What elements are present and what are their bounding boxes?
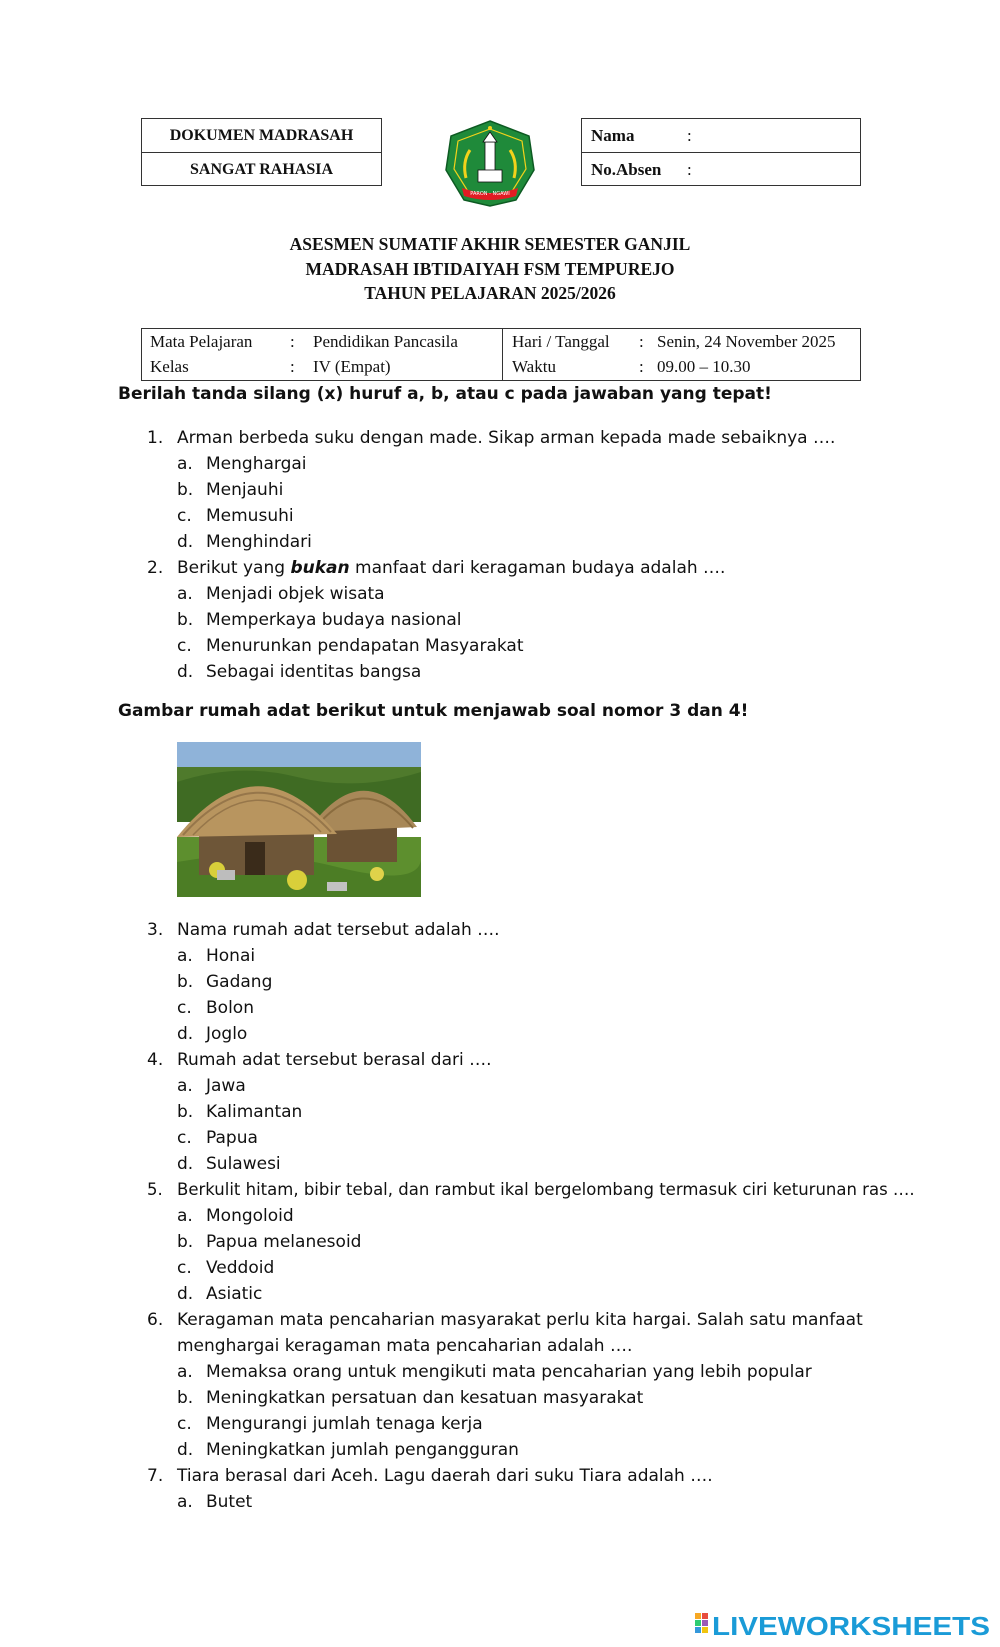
option-letter: b. [177,610,194,630]
option-text: Menghargai [206,454,307,474]
question-text-before: Berikut yang [177,558,291,578]
option-letter: b. [177,1232,194,1252]
option-letter: a. [177,1492,193,1512]
subject-value: Pendidikan Pancasila [313,332,458,351]
question-number: 2. [147,558,164,578]
time-label: Waktu [512,357,556,376]
option-text: Jawa [206,1076,246,1096]
option-letter: d. [177,1440,194,1460]
option-letter: b. [177,480,194,500]
liveworksheets-logo [693,1610,993,1640]
question-text [177,558,725,578]
option-letter: c. [177,1128,192,1148]
option-letter: a. [177,1206,193,1226]
option-letter: c. [177,1414,192,1434]
info-table-divider [502,329,503,380]
option-text: Menghindari [206,532,312,552]
time-value: 09.00 – 10.30 [657,357,751,376]
option-text: Honai [206,946,256,966]
question-text: Arman berbeda suku dengan made. Sikap arman kepada made sebaiknya …. [177,428,836,448]
question-number: 6. [147,1310,164,1330]
question-number: 7. [147,1466,164,1486]
option-text: Asiatic [206,1284,263,1304]
question-number: 1. [147,428,164,448]
option-text: Kalimantan [206,1102,303,1122]
option-letter: c. [177,998,192,1018]
question-number: 5. [147,1180,163,1199]
option-letter: d. [177,532,194,552]
school-name: MADRASAH IBTIDAIYAH FSM TEMPUREJO [305,258,675,279]
document-classification-box [141,118,382,186]
secret-label: SANGAT RAHASIA [142,152,381,186]
option-text: Papua melanesoid [206,1232,362,1252]
question-text: Rumah adat tersebut berasal dari …. [177,1050,492,1070]
option-text: Papua [206,1128,258,1148]
option-letter: d. [177,1024,194,1044]
student-identity-box [581,118,861,186]
option-letter: a. [177,1362,193,1382]
option-text: Meningkatkan persatuan dan kesatuan masyarakat [206,1388,644,1408]
option-text: Menurunkan pendapatan Masyarakat [206,636,524,656]
question-number: 3. [147,920,164,940]
question-emphasis: bukan [290,558,350,578]
doc-label: DOKUMEN MADRASAH [169,126,354,144]
option-letter: b. [177,1102,194,1122]
option-letter: a. [177,946,193,966]
honai-house-photo [177,742,421,897]
day-label: Hari / Tanggal [512,332,610,351]
watermark-text: LIVEWORKSHEETS [712,1611,990,1640]
option-letter: a. [177,1076,193,1096]
question-text-continued: menghargai keragaman mata pencaharian adalah …. [177,1336,633,1356]
option-text: Mongoloid [206,1206,294,1226]
question-text: Berkulit hitam, bibir tebal, dan rambut ikal bergelombang termasuk ciri keturunan ras …. [177,1180,915,1199]
exam-title: ASESMEN SUMATIF AKHIR SEMESTER GANJIL [289,234,691,254]
class-value: IV (Empat) [313,357,391,376]
day-colon: : [639,332,644,351]
question-text: Nama rumah adat tersebut adalah …. [177,920,500,940]
option-letter: b. [177,1388,194,1408]
option-text: Bolon [206,998,254,1018]
question-text-after: manfaat dari keragaman budaya adalah …. [349,558,726,578]
option-text: Memusuhi [206,506,294,526]
logo-text: PARON - NGAWI [470,191,510,197]
option-letter: d. [177,1154,194,1174]
option-letter: c. [177,506,192,526]
exam-info-table [141,328,861,381]
option-text: Gadang [206,972,273,992]
question-text: Tiara berasal dari Aceh. Lagu daerah dari suku Tiara adalah …. [177,1466,713,1486]
subject-colon: : [290,332,295,351]
option-letter: b. [177,972,194,992]
option-text: Memaksa orang untuk mengikuti mata pencaharian yang lebih popular [206,1362,812,1382]
name-label: Nama [591,125,635,145]
option-text: Joglo [206,1024,248,1044]
option-text: Menjauhi [206,480,284,500]
option-text: Butet [206,1492,253,1512]
class-label: Kelas [150,357,189,376]
subject-label: Mata Pelajaran [150,332,253,351]
name-colon: : [687,125,692,145]
option-letter: d. [177,1284,194,1304]
exam-title-block [0,232,980,306]
time-colon: : [639,357,644,376]
option-text: Sulawesi [206,1154,281,1174]
option-letter: d. [177,662,194,682]
academic-year: TAHUN PELAJARAN 2025/2026 [364,283,616,303]
image-instruction: Gambar rumah adat berikut untuk menjawab soal nomor 3 dan 4! [118,701,749,721]
class-colon: : [290,357,295,376]
question-text: Keragaman mata pencaharian masyarakat perlu kita hargai. Salah satu manfaat [177,1310,863,1330]
option-text: Menjadi objek wisata [206,584,385,604]
main-instruction: Berilah tanda silang (x) huruf a, b, atau c pada jawaban yang tepat! [118,384,772,404]
option-letter: a. [177,584,193,604]
madrasah-logo [440,118,540,208]
option-text: Sebagai identitas bangsa [206,662,422,682]
option-text: Veddoid [206,1258,275,1278]
option-letter: c. [177,636,192,656]
option-letter: c. [177,1258,192,1278]
option-text: Meningkatkan jumlah pengangguran [206,1440,519,1460]
name-row[interactable] [582,119,860,152]
option-letter: a. [177,454,193,474]
question-number: 4. [147,1050,164,1070]
absen-label: No.Absen [591,159,662,179]
day-value: Senin, 24 November 2025 [657,332,836,351]
option-text: Memperkaya budaya nasional [206,610,462,630]
absen-colon: : [687,159,692,179]
absen-row[interactable] [582,152,860,186]
option-text: Mengurangi jumlah tenaga kerja [206,1414,483,1434]
